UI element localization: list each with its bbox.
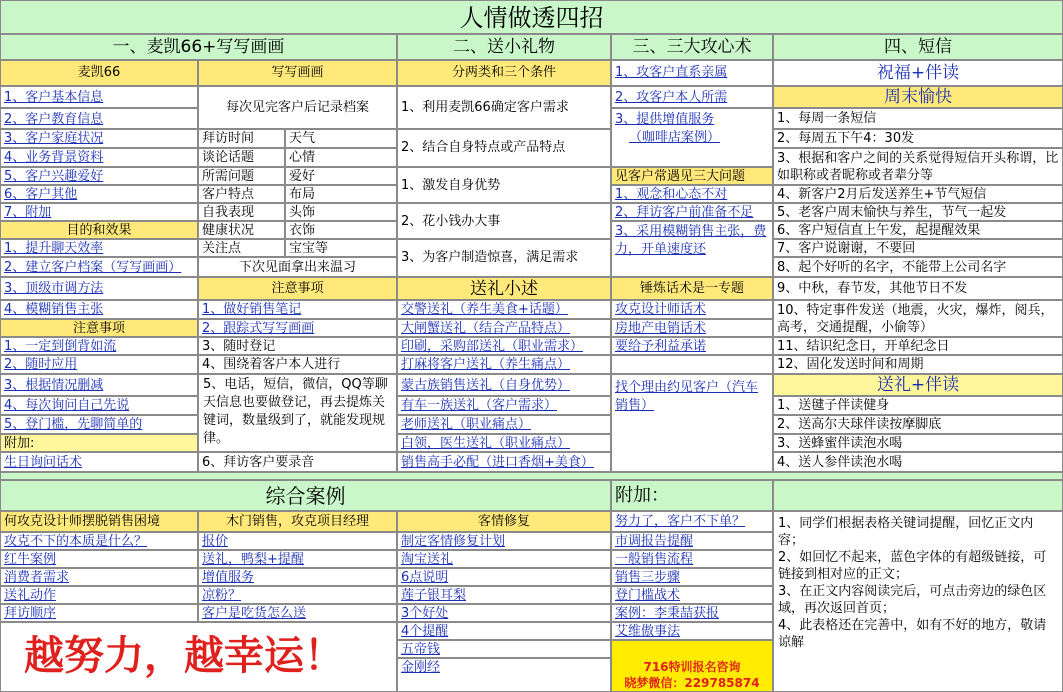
sms-item: 5、老客户周末愉快与养生，节气一起发 xyxy=(773,203,1063,221)
slogan: 越努力，越幸运！ xyxy=(24,632,344,679)
notes-field: 客户特点 xyxy=(198,185,285,203)
case-link[interactable]: 报价 xyxy=(198,532,397,550)
extra-link[interactable]: 一般销售流程 xyxy=(611,550,773,568)
attention-right-item[interactable]: 2、跟踪式写写画画 xyxy=(198,319,397,337)
mckay-item[interactable]: 2、客户教育信息 xyxy=(0,108,198,129)
tactic-item[interactable]: 2、攻客户本人所需 xyxy=(611,86,773,108)
mckay-item[interactable]: 5、客户兴趣爱好 xyxy=(0,167,198,185)
tactic-item[interactable]: 1、攻客户直系亲属 xyxy=(611,60,773,86)
gift-case-link[interactable]: 蒙古族销售送礼（自身优势） xyxy=(397,374,611,396)
notes-field: 谈论话题 xyxy=(198,148,285,167)
promo-wechat: 晓梦微信：229785874 xyxy=(624,676,760,690)
sms-item: 4、新客户2月后发送养生+节气短信 xyxy=(773,185,1063,203)
sms-item: 2、每周五下午4：30发 xyxy=(773,129,1063,148)
mckay-item[interactable]: 7、附加 xyxy=(0,203,198,221)
sms-item: 12、固化发送时间和周期 xyxy=(773,355,1063,374)
sms-item: 10、特定事件发送（地震，火灾，爆炸，阅兵，高考，交通提醒，小偷等） xyxy=(773,300,1063,337)
blank-cell xyxy=(611,355,773,374)
case-header: 何攻克设计师摆脱销售困境 xyxy=(0,511,198,532)
case-link[interactable]: 消费者需求 xyxy=(0,568,198,586)
addon-label: 附加: xyxy=(0,434,198,452)
gift-case-link[interactable]: 老师送礼（职业痛点） xyxy=(397,415,611,434)
reason-link[interactable]: 找个理由约见客户（汽车销售） xyxy=(611,374,773,472)
notes-field: 心情 xyxy=(285,148,397,167)
case-link[interactable]: 金刚经 xyxy=(397,658,611,692)
gift-item: 2、花小钱办大事 xyxy=(397,203,611,239)
attention-item[interactable]: 4、每次询问自己先说 xyxy=(0,396,198,415)
case-link[interactable]: 3个好处 xyxy=(397,604,611,622)
topic-item[interactable]: 要给予利益承诺 xyxy=(611,337,773,355)
topic-item[interactable]: 房地产电销话术 xyxy=(611,319,773,337)
topic-title: 锤炼话术是一专题 xyxy=(611,277,773,300)
gift-case-link[interactable]: 打麻将客户送礼（养生痛点） xyxy=(397,355,611,374)
notes-field: 爱好 xyxy=(285,167,397,185)
attention-right-item: 4、围绕着客户本人进行 xyxy=(198,355,397,374)
gift-item: 3、为客户制造惊喜，满足需求 xyxy=(397,239,611,277)
extra-link[interactable]: 艾维傲事法 xyxy=(611,622,773,640)
col-header-1: 一、麦凯66+写写画画 xyxy=(0,34,397,60)
gift-case-link[interactable]: 大闸蟹送礼（结合产品特点） xyxy=(397,319,611,337)
extra-link[interactable]: 销售三步骤 xyxy=(611,568,773,586)
birthday-link[interactable]: 生日询问话术 xyxy=(0,452,198,472)
gift-item: 1、利用麦凯66确定客户需求 xyxy=(397,86,611,129)
col-header-4: 四、短信 xyxy=(773,34,1063,60)
case-link[interactable]: 五帝钱 xyxy=(397,640,611,658)
gift-subhead: 送礼小述 xyxy=(397,277,611,300)
sms-item: 11、结识纪念日，开单纪念日 xyxy=(773,337,1063,355)
sms-title-weekend: 周末愉快 xyxy=(773,86,1063,108)
case-link[interactable]: 淘宝送礼 xyxy=(397,550,611,568)
gift-case-link[interactable]: 销售高手必配（进口香烟+美食） xyxy=(397,452,611,472)
notes-field: 自我表现 xyxy=(198,203,285,221)
attention-right-item: 3、随时登记 xyxy=(198,337,397,355)
notes-field: 拜访时间 xyxy=(198,129,285,148)
notes-field: 天气 xyxy=(285,129,397,148)
attention-item[interactable]: 1、一定到倒背如流 xyxy=(0,337,198,355)
purpose-item[interactable]: 3、顶级市调方法 xyxy=(0,277,198,300)
notes-field: 布局 xyxy=(285,185,397,203)
gift-reading-item: 4、送人参伴读泡水喝 xyxy=(773,452,1063,472)
green-separator[interactable] xyxy=(0,472,1063,480)
extra-header-link[interactable]: 努力了，客户不下单？ xyxy=(611,511,773,532)
cafe-case-link[interactable]: （咖啡店案例） xyxy=(629,130,721,145)
purpose-item[interactable]: 4、模糊销售主张 xyxy=(0,300,198,319)
col1-subheader-notes: 写写画画 xyxy=(198,60,397,86)
gift-reading-item: 3、送蜂蜜伴读泡水喝 xyxy=(773,434,1063,452)
gift-case-link[interactable]: 有车一族送礼（客户需求） xyxy=(397,396,611,415)
notes-field: 宝宝等 xyxy=(285,239,397,257)
notes-field: 头饰 xyxy=(285,203,397,221)
green-return-area[interactable] xyxy=(773,480,1063,511)
notes-every-visit: 每次见完客户后记录档案 xyxy=(198,86,397,129)
gift-item: 2、结合自身特点或产品特点 xyxy=(397,129,611,167)
col2-subheader: 分两类和三个条件 xyxy=(397,60,611,86)
case-link[interactable]: 凉粉？ xyxy=(198,586,397,604)
case-link[interactable]: 6点说明 xyxy=(397,568,611,586)
case-link[interactable]: 制定客情修复计划 xyxy=(397,532,611,550)
gift-case-link[interactable]: 交警送礼（养生美食+话题） xyxy=(397,300,611,319)
case-link[interactable]: 4个提醒 xyxy=(397,622,611,640)
attention-right-item[interactable]: 1、做好销售笔记 xyxy=(198,300,397,319)
mckay-item[interactable]: 6、客户其他 xyxy=(0,185,198,203)
case-link[interactable]: 送礼，鸭梨+提醒 xyxy=(198,550,397,568)
tactic-item-service[interactable] xyxy=(611,108,773,167)
col-header-2: 二、送小礼物 xyxy=(397,34,611,60)
sms-item: 3、根据和客户之间的关系觉得短信开头称谓，比如职称或者昵称或者辈分等 xyxy=(773,148,1063,185)
notes-field: 关注点 xyxy=(198,239,285,257)
mckay-item[interactable]: 3、客户家庭状况 xyxy=(0,129,198,148)
problem-title: 见客户常遇见三大问题 xyxy=(611,167,773,185)
mckay-item[interactable]: 4、业务背景资料 xyxy=(0,148,198,167)
sms-item: 7、客户说谢谢，不要回 xyxy=(773,239,1063,257)
attention-item[interactable]: 5、登门槛，先聊简单的 xyxy=(0,415,198,434)
sms-item: 9、中秋，春节发，其他节日不发 xyxy=(773,277,1063,300)
problem-item[interactable]: 2、拜访客户前准备不足 xyxy=(611,203,773,221)
gift-item: 1、激发自身优势 xyxy=(397,167,611,203)
tactic-service-label[interactable]: 3、提供增值服务 xyxy=(615,112,715,127)
notes-field: 健康状况 xyxy=(198,221,285,239)
attention-item[interactable]: 2、随时应用 xyxy=(0,355,198,374)
extra-link[interactable]: 案例：李秉喆获报 xyxy=(611,604,773,622)
mckay-item[interactable]: 1、客户基本信息 xyxy=(0,86,198,108)
case-link[interactable]: 增值服务 xyxy=(198,568,397,586)
case-link[interactable]: 客户是吃货怎么送 xyxy=(198,604,397,622)
promo-line: 716特训报名咨询 xyxy=(643,660,741,674)
purpose-title: 目的和效果 xyxy=(0,221,198,239)
promo-box xyxy=(611,640,773,692)
sms-title-gift: 送礼+伴读 xyxy=(773,374,1063,396)
case-link[interactable]: 攻克不下的本质是什么？ xyxy=(0,532,198,550)
next-visit-note: 下次见面拿出来温习 xyxy=(198,257,397,277)
gift-case-link[interactable]: 印刷，采购部送礼（职业需求） xyxy=(397,337,611,355)
gift-reading-item: 1、送毽子伴读健身 xyxy=(773,396,1063,415)
instructions-note: 1、同学们根据表格关键词提醒，回忆正文内容； 2、如回忆不起来，蓝色字体的有超级链接，可链接到相对应的正文； 3、在正文内容阅读完后，可点击旁边的绿色区域，再次返回首页； 4、此表格还在完善中，如有不好的地方，敬请谅解 xyxy=(773,511,1063,692)
gift-reading-item: 2、送高尔夫球伴读按摩脚底 xyxy=(773,415,1063,434)
col1-subheader-mckay: 麦凯66 xyxy=(0,60,198,86)
col-header-3: 三、三大攻心术 xyxy=(611,34,773,60)
notes-field: 衣饰 xyxy=(285,221,397,239)
gift-case-link[interactable]: 白领，医生送礼（职业痛点） xyxy=(397,434,611,452)
sms-item: 8、起个好听的名字，不能带上公司名字 xyxy=(773,257,1063,277)
sms-item: 6、客户短信直上午发，起提醒效果 xyxy=(773,221,1063,239)
extra-link[interactable]: 市调报告提醒 xyxy=(611,532,773,550)
topic-item[interactable]: 攻克设计师话术 xyxy=(611,300,773,319)
purpose-item[interactable]: 1、提升聊天效率 xyxy=(0,239,198,257)
extra-link[interactable]: 登门槛战术 xyxy=(611,586,773,604)
sheet-title: 人情做透四招 xyxy=(0,0,1063,34)
extra-title: 附加： xyxy=(611,480,773,511)
case-link[interactable]: 送礼动作 xyxy=(0,586,198,604)
case-header: 木门销售，攻克项目经理 xyxy=(198,511,397,532)
problem-item[interactable]: 1、观念和心态不对 xyxy=(611,185,773,203)
cases-title: 综合案例 xyxy=(0,480,611,511)
problem-item[interactable]: 3、采用模糊销售主张，费力，开单速度还 xyxy=(611,221,773,277)
attention-item[interactable]: 3、根据情况删减 xyxy=(0,374,198,396)
case-header: 客情修复 xyxy=(397,511,611,532)
attention-right-item: 5、电话，短信，微信，QQ等聊天信息也要做登记，再去提炼关键词，数量级到了，就能发现规律。 xyxy=(198,374,397,452)
attention-right-item: 6、拜访客户要录音 xyxy=(198,452,397,472)
sms-title-blessing: 祝福+伴读 xyxy=(773,60,1063,86)
purpose-item[interactable]: 2、建立客户档案（写写画画） xyxy=(0,257,198,277)
sms-item: 1、每周一条短信 xyxy=(773,108,1063,129)
case-link[interactable]: 莲子银耳梨 xyxy=(397,586,611,604)
case-link[interactable]: 红牛案例 xyxy=(0,550,198,568)
attention-title-left: 注意事项 xyxy=(0,319,198,337)
case-link[interactable]: 拜访顺序 xyxy=(0,604,198,622)
attention-title-right: 注意事项 xyxy=(198,277,397,300)
notes-field: 所需问题 xyxy=(198,167,285,185)
